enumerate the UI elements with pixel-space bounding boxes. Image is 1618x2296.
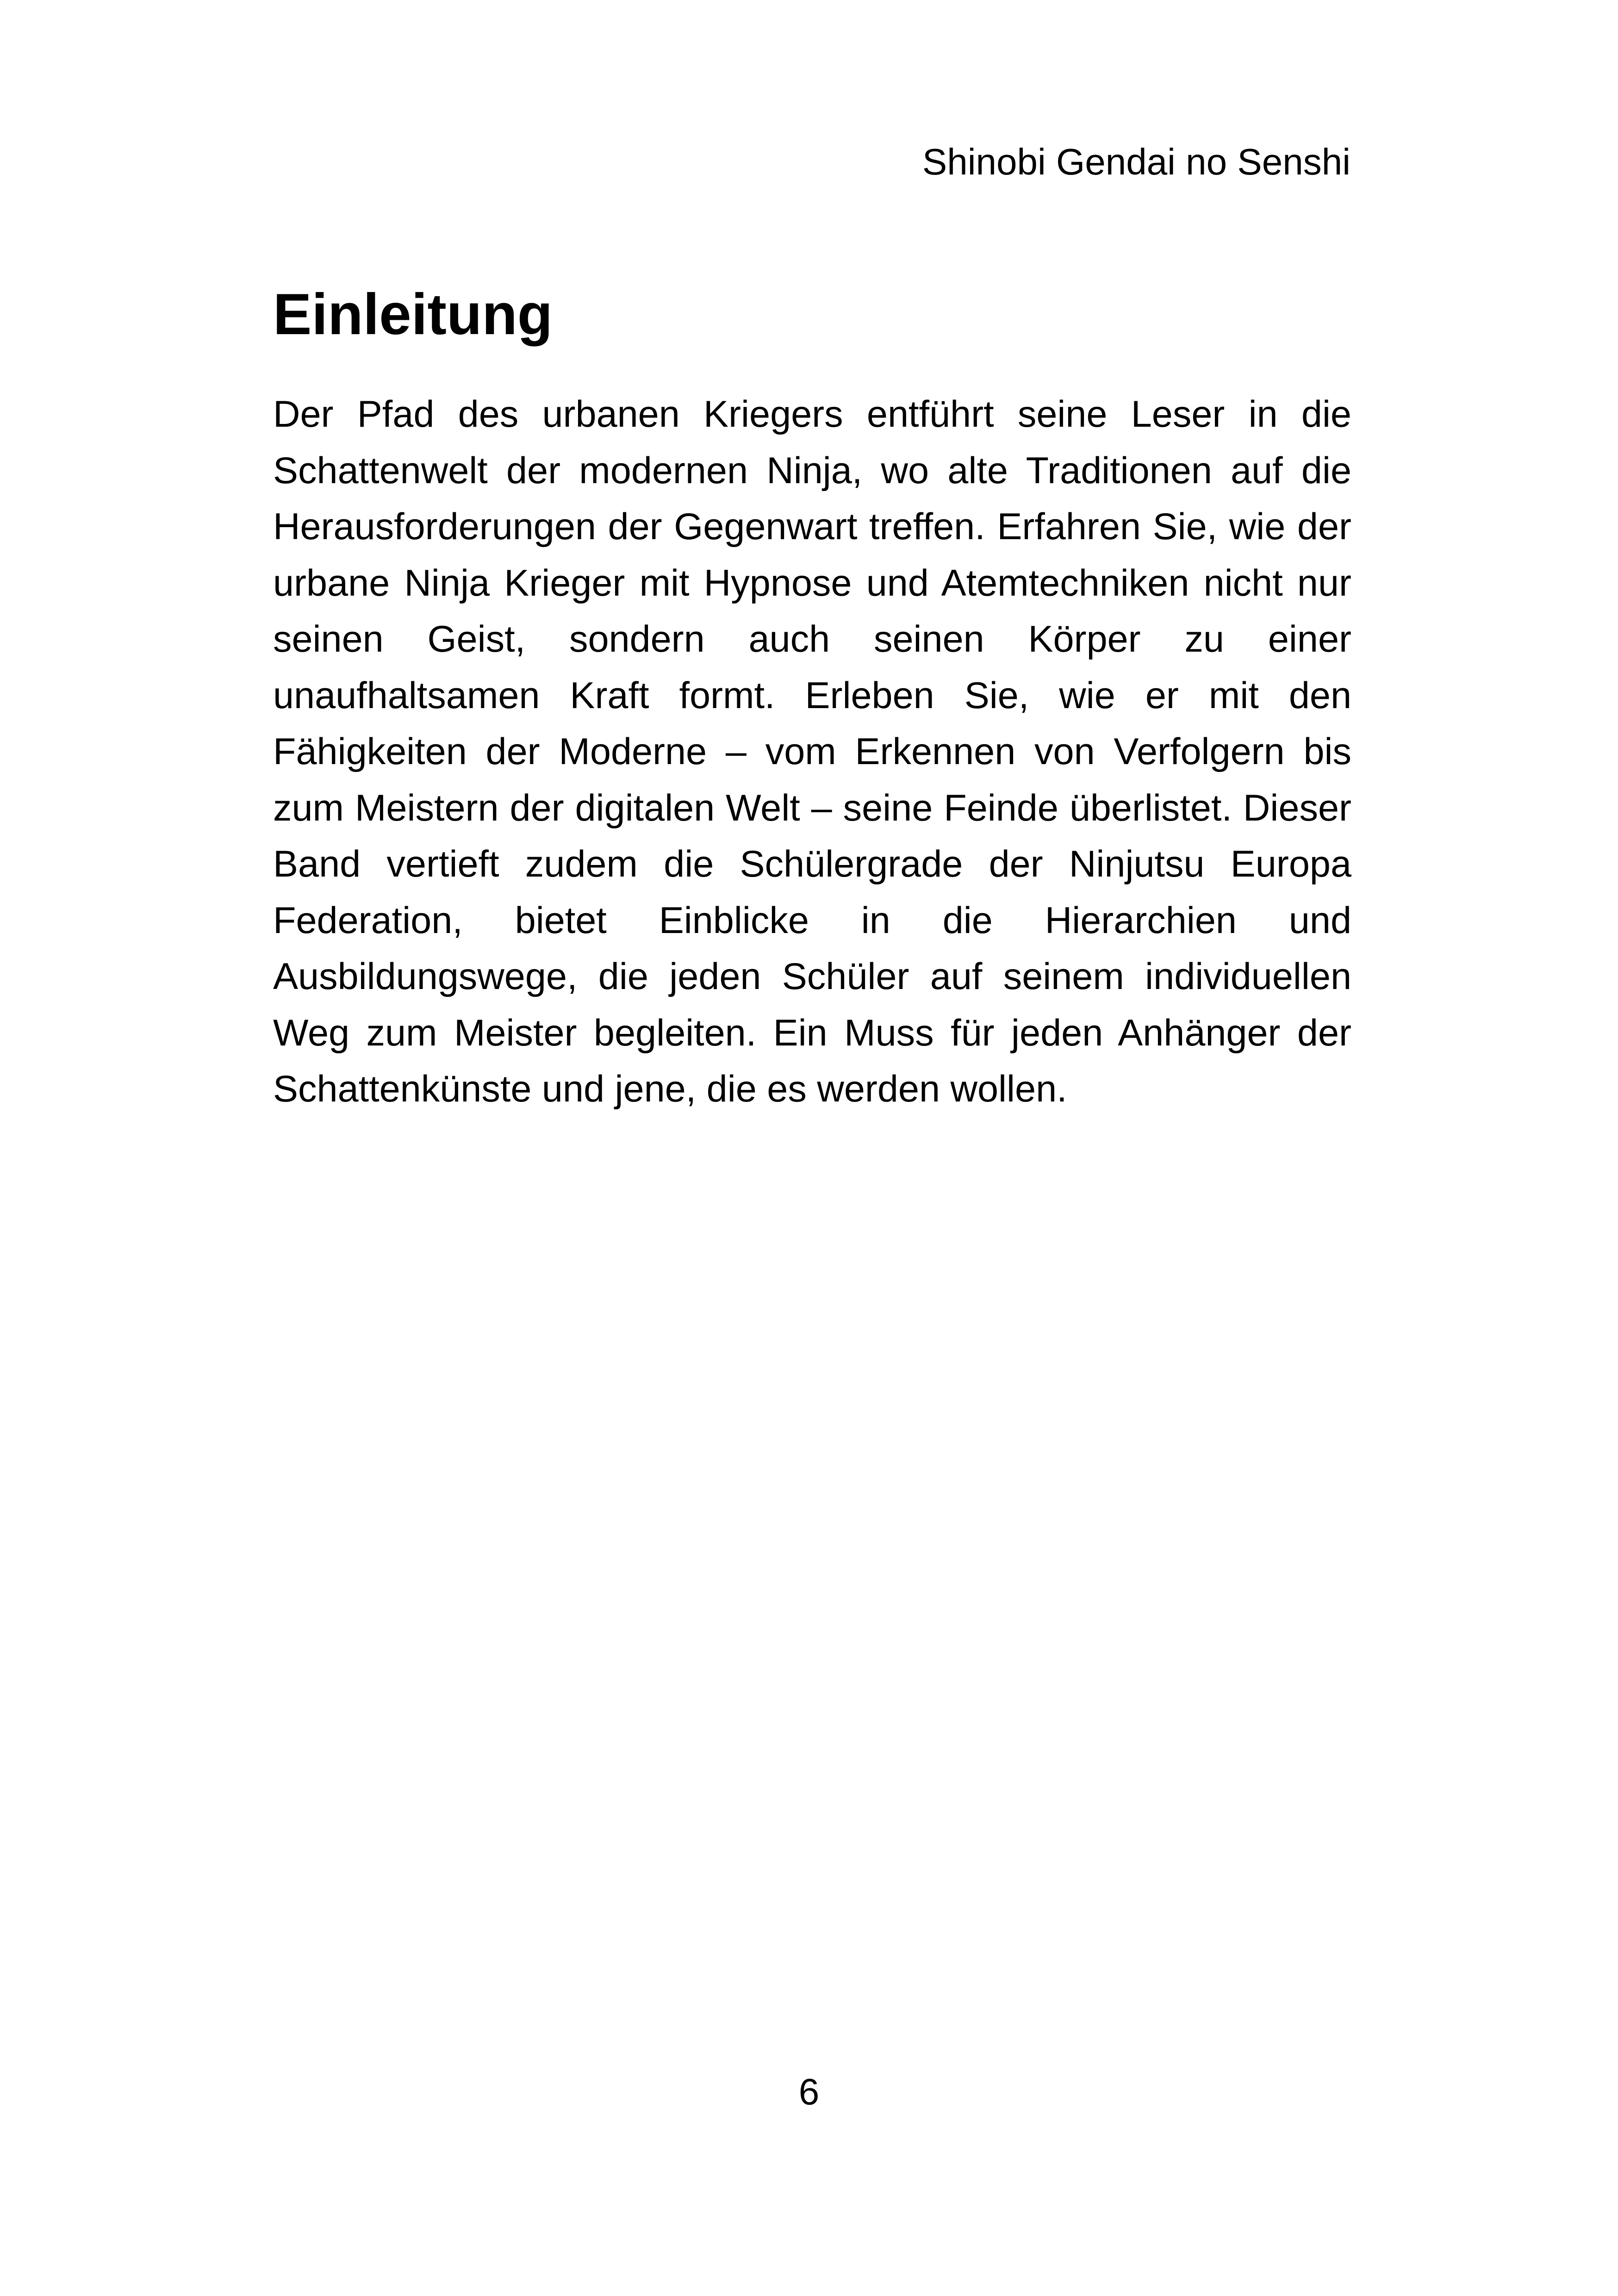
running-header: Shinobi Gendai no Senshi — [922, 141, 1350, 182]
page-number: 6 — [798, 2071, 820, 2112]
body-paragraph: Der Pfad des urbanen Kriegers entführt seine Leser in die Schattenwelt der modernen Ninja, wo alte Traditionen auf die Herausforderungen der Gegenwart treffen. Erfahren Sie, wie der urbane Ninja Krieger mit Hypnose und Atemtechniken nicht nur seinen Geist, sondern auch seinen Körper zu einer unaufhaltsamen Kraft formt. Erleben Sie, wie er mit den Fähigkeiten der Moderne – vom Erkennen von Verfolgern bis zum Meistern der digitalen Welt – seine Feinde überlistet. Dieser Band vertieft zudem die Schülergrade der Ninjutsu Europa Federation, bietet Einblicke in die Hierarchien und Ausbildungswege, die jeden Schüler auf seinem individuellen Weg zum Meister begleiten. Ein Muss für jeden Anhänger der Schattenkünste und jene, die es werden wollen. — [273, 393, 1351, 1110]
chapter-title: Einleitung — [273, 282, 553, 347]
